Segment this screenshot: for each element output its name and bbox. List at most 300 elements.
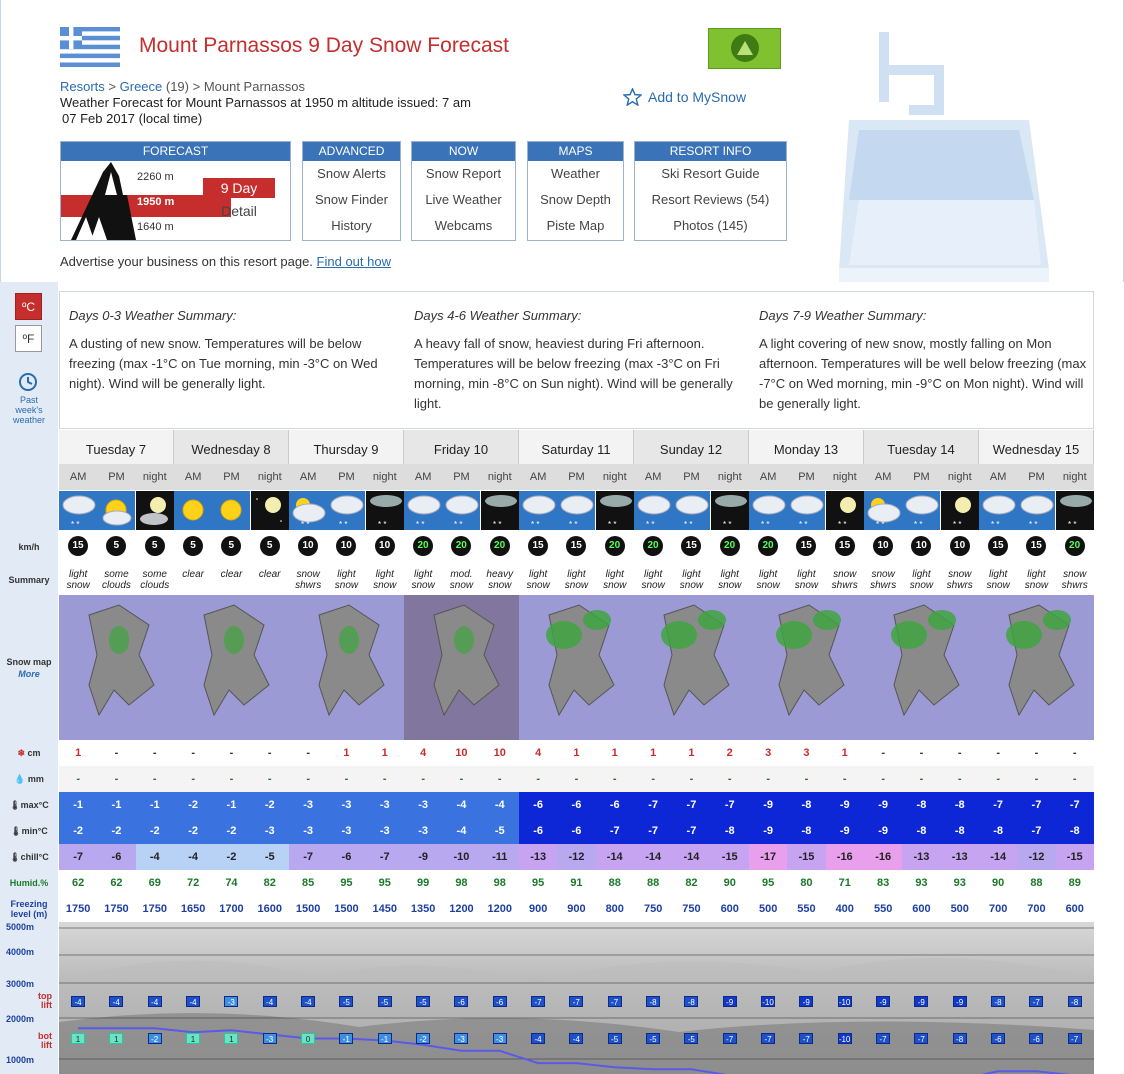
snowmap-more-link[interactable]: More: [18, 669, 40, 679]
now-box: NOW Snow Report Live Weather Webcams: [411, 141, 516, 241]
snow-cm-cell: 3: [787, 740, 825, 766]
top-lift-temp: -4: [148, 996, 162, 1007]
photos-link[interactable]: Photos (145): [673, 218, 748, 233]
weather-summary: [902, 569, 940, 591]
resort-info-box: RESORT INFO Ski Resort Guide Resort Reviews (54) Photos (145): [634, 141, 787, 241]
min-temp-cell: -8: [787, 818, 825, 844]
svg-text:* *: * *: [377, 520, 387, 529]
weather-summary: [672, 569, 710, 591]
rain-mm-cell: -: [596, 766, 634, 792]
summary-line: light: [797, 569, 816, 580]
chill-temp-cell: -13: [902, 844, 940, 870]
svg-text:* *: * *: [991, 520, 1000, 529]
humidity-cell: 72: [174, 870, 212, 896]
weather-summary: [1017, 569, 1055, 591]
max-temp-cell: -3: [366, 792, 404, 818]
snow-cm-cell: -: [212, 740, 250, 766]
min-temp-cell: -6: [519, 818, 557, 844]
wind-speed: 10: [873, 536, 893, 556]
bot-lift-temp: -3: [493, 1033, 507, 1044]
star-outline-icon: [623, 88, 642, 106]
clock-icon[interactable]: [18, 372, 38, 392]
summary-line: snow: [679, 580, 704, 591]
period-label: PM: [902, 464, 940, 490]
snow-cm-cell: 4: [519, 740, 557, 766]
summary-line: clear: [258, 569, 281, 580]
top-lift-temp: -7: [1029, 996, 1043, 1007]
bot-lift-temp: -3: [263, 1033, 277, 1044]
freezing-level-cell: 500: [941, 896, 979, 922]
summary-line: light: [1027, 569, 1046, 580]
bot-lift-temp: -4: [569, 1033, 583, 1044]
snow-cm-cell: -: [251, 740, 289, 766]
snow-cm-cell: -: [97, 740, 135, 766]
page-title: Mount Parnassos 9 Day Snow Forecast: [139, 34, 510, 57]
chill-temp-cell: -12: [557, 844, 595, 870]
min-temp-cell: -8: [941, 818, 979, 844]
day-header: Tuesday 7: [59, 430, 174, 464]
summary-line: light: [337, 569, 356, 580]
bot-lift-temp: -8: [953, 1033, 967, 1044]
freezing-level-cell: 1200: [442, 896, 480, 922]
rain-mm-cell: -: [826, 766, 864, 792]
humidity-cell: 93: [941, 870, 979, 896]
breadcrumb-country[interactable]: Greece: [119, 79, 163, 94]
summary-line: shwrs: [1061, 580, 1088, 591]
chill-temp-cell: -12: [1017, 844, 1055, 870]
summary-line: snow: [411, 580, 435, 591]
piste-map-link[interactable]: Piste Map: [546, 218, 605, 233]
top-lift-temp: -9: [914, 996, 928, 1007]
sun-icon: [212, 491, 250, 530]
summary-line: snow: [909, 580, 934, 591]
issued-text: Weather Forecast for Mount Parnassos at 1950 m altitude issued: 7 am 07 Feb 2017 (local time): [60, 95, 471, 126]
chill-temp-cell: -14: [979, 844, 1017, 870]
wind-speed: 20: [490, 536, 510, 556]
max-temp-cell: -2: [174, 792, 212, 818]
summary-line: light: [567, 569, 586, 580]
breadcrumb-resorts[interactable]: Resorts: [60, 79, 105, 94]
weather-summary-panel: [59, 291, 1094, 429]
rain-mm-cell: -: [174, 766, 212, 792]
weather-summary: [366, 569, 404, 591]
max-temp-cell: -2: [251, 792, 289, 818]
period-label: night: [941, 464, 979, 490]
chill-temp-cell: -11: [481, 844, 519, 870]
snow-map-thumbnail[interactable]: [749, 595, 864, 740]
bot-lift-temp: -7: [876, 1033, 890, 1044]
bot-lift-label: bot lift: [38, 1031, 52, 1050]
summary-line: light: [988, 569, 1008, 580]
maps-box: MAPS Weather Snow Depth Piste Map: [527, 141, 624, 241]
max-temp-label: 🌡max°C: [9, 800, 49, 810]
min-temp-cell: -9: [826, 818, 864, 844]
freezing-level-cell: 700: [979, 896, 1017, 922]
summary-line: light: [912, 569, 931, 580]
past-weather-link[interactable]: Past week's weather: [12, 395, 46, 425]
night-snow-icon: [596, 491, 634, 530]
freezing-level-cell: 600: [902, 896, 940, 922]
humidity-cell: 62: [97, 870, 135, 896]
humidity-cell: 88: [1017, 870, 1055, 896]
alt-5000: 5000m: [6, 922, 35, 932]
resort-reviews-link[interactable]: Resort Reviews (54): [651, 192, 770, 207]
humidity-cell: 95: [327, 870, 365, 896]
humidity-cell: 90: [979, 870, 1017, 896]
chill-temp-cell: -14: [634, 844, 672, 870]
rain-mm-cell: -: [672, 766, 710, 792]
rain-mm-cell: -: [366, 766, 404, 792]
period-label: AM: [634, 464, 672, 490]
wind-speed: 10: [911, 536, 931, 556]
humidity-cell: 74: [212, 870, 250, 896]
chill-temp-cell: -15: [1056, 844, 1094, 870]
top-lift-temp: -9: [723, 996, 737, 1007]
snow-cm-cell: 10: [442, 740, 480, 766]
wind-speed: 10: [336, 536, 356, 556]
bot-lift-temp: -3: [454, 1033, 468, 1044]
sponsor-logo[interactable]: [708, 28, 781, 69]
period-label: AM: [519, 464, 557, 490]
freezing-level-cell: 1450: [366, 896, 404, 922]
weather-summary: [251, 569, 289, 580]
max-temp-cell: -9: [749, 792, 787, 818]
weather-summary: [634, 569, 672, 591]
min-temp-cell: -8: [711, 818, 749, 844]
weather-map-link[interactable]: Weather: [551, 166, 600, 181]
max-temp-cell: -4: [481, 792, 519, 818]
period-label: PM: [97, 464, 135, 490]
freezing-level-cell: 750: [672, 896, 710, 922]
top-lift-temp: -4: [301, 996, 315, 1007]
summary-line: snow: [66, 580, 90, 591]
humidity-cell: 88: [634, 870, 672, 896]
weather-summary: [1056, 569, 1094, 591]
snow-cm-cell: -: [1056, 740, 1094, 766]
max-temp-cell: -8: [941, 792, 979, 818]
humidity-cell: 95: [366, 870, 404, 896]
summary-line: snow: [986, 580, 1010, 591]
snow-map-thumbnail[interactable]: [289, 595, 404, 740]
snow-cm-cell: 2: [711, 740, 749, 766]
bot-lift-temp: -4: [531, 1033, 545, 1044]
wind-speed: 5: [260, 536, 280, 556]
summary-line: snow: [641, 580, 665, 591]
snow-finder-link[interactable]: Snow Finder: [315, 192, 388, 207]
snow-cm-cell: 4: [404, 740, 442, 766]
chill-temp-cell: -6: [327, 844, 365, 870]
chill-temp-cell: -2: [212, 844, 250, 870]
breadcrumb-resort: Mount Parnassos: [203, 79, 305, 94]
svg-text:* *: * *: [914, 520, 923, 529]
history-link[interactable]: History: [331, 218, 372, 233]
sun-icon: [174, 491, 212, 530]
min-temp-cell: -2: [97, 818, 135, 844]
snow-report-link[interactable]: Snow Report: [425, 166, 502, 181]
summary-line: snow: [603, 580, 627, 591]
chill-temp-cell: -6: [97, 844, 135, 870]
min-temp-cell: -3: [327, 818, 365, 844]
summary-line: light: [375, 569, 394, 580]
summary-line: clear: [220, 569, 243, 580]
humidity-label: Humid.%: [9, 878, 49, 888]
rain-mm-cell: -: [404, 766, 442, 792]
weather-summary: [787, 569, 825, 591]
humidity-cell: 90: [711, 870, 749, 896]
rain-mm-cell: -: [1056, 766, 1094, 792]
chill-temp-cell: -16: [864, 844, 902, 870]
summary-line: snow: [948, 569, 972, 580]
max-temp-cell: -4: [442, 792, 480, 818]
summary-line: snow: [373, 580, 397, 591]
top-lift-temp: -8: [1068, 996, 1082, 1007]
snow-cm-cell: -: [979, 740, 1017, 766]
period-label: PM: [787, 464, 825, 490]
top-lift-temp: -7: [531, 996, 545, 1007]
summary-line: light: [682, 569, 701, 580]
greece-flag-icon: [60, 27, 120, 67]
max-temp-cell: -6: [557, 792, 595, 818]
humidity-cell: 71: [826, 870, 864, 896]
rain-mm-label: 💧 mm: [14, 774, 44, 784]
live-weather-link[interactable]: Live Weather: [425, 192, 502, 207]
top-lift-temp: -8: [684, 996, 698, 1007]
max-temp-cell: -3: [289, 792, 327, 818]
summary-line: snow: [1024, 580, 1049, 591]
bot-lift-temp: 1: [224, 1033, 238, 1044]
top-lift-temp: -5: [416, 996, 430, 1007]
freezing-level-cell: 900: [519, 896, 557, 922]
top-lift-temp: -4: [263, 996, 277, 1007]
svg-text:* *: * *: [71, 520, 80, 529]
rain-mm-cell: -: [327, 766, 365, 792]
freezing-level-cell: 1350: [404, 896, 442, 922]
snow-cm-cell: -: [864, 740, 902, 766]
weather-summary: [327, 569, 365, 591]
webcams-link[interactable]: Webcams: [434, 218, 493, 233]
min-temp-cell: -7: [634, 818, 672, 844]
rain-mm-cell: -: [442, 766, 480, 792]
top-lift-temp: -10: [838, 998, 851, 1007]
weather-summary: [481, 569, 519, 591]
summary-line: snow: [564, 580, 589, 591]
max-temp-cell: -6: [519, 792, 557, 818]
weather-summary: [97, 569, 135, 591]
top-lift-temp: -7: [608, 996, 622, 1007]
rain-mm-cell: -: [481, 766, 519, 792]
ski-resort-guide-link[interactable]: Ski Resort Guide: [661, 166, 760, 181]
snow-cloud-icon: [979, 491, 1017, 530]
wind-speed: 10: [298, 536, 318, 556]
min-temp-cell: -3: [404, 818, 442, 844]
thermometer-icon: 🌡: [10, 826, 22, 836]
weather-summary: [557, 569, 595, 591]
humidity-cell: 80: [787, 870, 825, 896]
snow-cm-cell: 1: [634, 740, 672, 766]
chill-temp-cell: -17: [749, 844, 787, 870]
snow-cloud-icon: [902, 491, 940, 530]
weather-summary: [136, 569, 174, 591]
snow-map-thumbnail[interactable]: [404, 595, 519, 740]
freezing-label: Freezing level (m): [10, 899, 48, 919]
elevation-top[interactable]: 2260 m: [137, 171, 174, 183]
freezing-level-cell: 900: [557, 896, 595, 922]
snow-map-thumbnail[interactable]: [634, 595, 749, 740]
snow-cloud-icon: [787, 491, 825, 530]
elevation-bot[interactable]: 1640 m: [137, 221, 174, 233]
summary-line: light: [413, 569, 433, 580]
bot-lift-temp: -2: [416, 1033, 430, 1044]
chill-temp-cell: -13: [519, 844, 557, 870]
wind-speed: 15: [68, 536, 88, 556]
snow-alerts-link[interactable]: Snow Alerts: [317, 166, 386, 181]
bot-lift-temp: 1: [186, 1033, 200, 1044]
wind-speed: 15: [835, 536, 855, 556]
snow-map-thumbnail[interactable]: [519, 595, 634, 740]
bot-lift-temp: 0: [301, 1033, 315, 1044]
top-lift-temp: -8: [991, 996, 1005, 1007]
max-temp-cell: -8: [902, 792, 940, 818]
bot-lift-temp: -7: [723, 1033, 737, 1044]
rain-mm-cell: -: [557, 766, 595, 792]
bot-lift-temp: -7: [761, 1033, 775, 1044]
period-label: night: [251, 464, 289, 490]
chill-temp-cell: -4: [174, 844, 212, 870]
snow-map-thumbnail[interactable]: [864, 595, 979, 740]
snow-map-thumbnail[interactable]: [59, 595, 174, 740]
top-lift-temp: -4: [71, 996, 85, 1007]
alt-4000: 4000m: [6, 947, 35, 957]
svg-text:* *: * *: [454, 520, 463, 529]
freezing-level-cell: 500: [749, 896, 787, 922]
wind-speed: 15: [796, 536, 816, 556]
max-temp-cell: -3: [327, 792, 365, 818]
min-temp-cell: -3: [289, 818, 327, 844]
freezing-level-cell: 800: [596, 896, 634, 922]
summary-days-4-6: Days 4-6 Weather Summary: A heavy fall of snow, heaviest during Fri afternoon. Temperatures will be below freezing (max -3°C on Fri morning, min -8°C on Sun night). Wind will be generally light.: [414, 308, 733, 411]
summary-days-7-9: Days 7-9 Weather Summary: A light covering of new snow, mostly falling on Mon afternoon. Temperatures will be well below freezing (max -7°C on Wed morning, min -9°C on Mon night). Wind will be generally light.: [759, 308, 1087, 411]
weather-summary: [174, 569, 212, 580]
humidity-cell: 93: [902, 870, 940, 896]
humidity-cell: 82: [251, 870, 289, 896]
snow-map-thumbnail[interactable]: [174, 595, 289, 740]
weather-summary: [519, 569, 557, 591]
bot-lift-temp: -6: [991, 1033, 1005, 1044]
humidity-cell: 69: [136, 870, 174, 896]
snow-cloud-icon: [634, 491, 672, 530]
summary-line: some: [104, 569, 129, 580]
advanced-box: ADVANCED Snow Alerts Snow Finder History: [302, 141, 401, 241]
elevation-mid[interactable]: 1950 m: [137, 196, 175, 208]
summary-line: shwrs: [870, 580, 897, 591]
celsius-toggle[interactable]: ºC: [15, 293, 42, 320]
rain-mm-cell: -: [787, 766, 825, 792]
summary-line: clouds: [140, 580, 170, 591]
snow-cm-cell: 1: [672, 740, 710, 766]
thermometer-icon: 🌡: [9, 800, 21, 810]
top-lift-temp: -9: [876, 996, 890, 1007]
min-temp-cell: -2: [174, 818, 212, 844]
snow-cm-cell: -: [174, 740, 212, 766]
summary-line: clouds: [101, 580, 131, 591]
min-temp-cell: -7: [672, 818, 710, 844]
top-lift-temp: -5: [339, 996, 353, 1007]
period-label: night: [596, 464, 634, 490]
snow-depth-link[interactable]: Snow Depth: [540, 192, 611, 207]
period-label: AM: [174, 464, 212, 490]
top-lift-temp: -6: [493, 996, 507, 1007]
advertise-link[interactable]: Find out how: [316, 254, 391, 269]
svg-text:* *: * *: [646, 520, 655, 529]
min-temp-label: 🌡min°C: [10, 826, 48, 836]
min-temp-cell: -3: [251, 818, 289, 844]
min-temp-cell: -3: [366, 818, 404, 844]
bot-lift-temp: -1: [339, 1033, 353, 1044]
day-header: Thursday 9: [289, 430, 404, 464]
snow-cm-cell: 1: [327, 740, 365, 766]
detail-link[interactable]: Detail: [221, 203, 257, 219]
add-to-mysnow-link[interactable]: Add to MySnow: [623, 88, 746, 106]
summary-line: snow: [794, 580, 819, 591]
humidity-cell: 95: [749, 870, 787, 896]
freezing-level-cell: 550: [864, 896, 902, 922]
fahrenheit-toggle[interactable]: ºF: [15, 325, 42, 352]
svg-text:* *: * *: [531, 520, 540, 529]
wind-speed: 20: [643, 536, 663, 556]
svg-text:* *: * *: [722, 520, 732, 529]
day-header: Wednesday 8: [174, 430, 289, 464]
rain-mm-cell: -: [749, 766, 787, 792]
snow-map-thumbnail[interactable]: [979, 595, 1094, 740]
min-temp-cell: -7: [596, 818, 634, 844]
moon-snow-icon: [826, 491, 864, 530]
svg-text:* *: * *: [837, 520, 847, 529]
rain-mm-cell: -: [212, 766, 250, 792]
summary-line: snow: [488, 580, 512, 591]
summary-line: snow: [449, 580, 474, 591]
chill-temp-cell: -7: [366, 844, 404, 870]
freezing-level-cell: 1500: [289, 896, 327, 922]
svg-text:* *: * *: [684, 520, 693, 529]
min-temp-cell: -8: [979, 818, 1017, 844]
alt-3000: 3000m: [6, 979, 35, 989]
rain-mm-cell: -: [136, 766, 174, 792]
snow-cm-label: ❄ cm: [17, 748, 41, 758]
summary-line: light: [643, 569, 663, 580]
min-temp-cell: -7: [1017, 818, 1055, 844]
summary-line: snow: [296, 569, 320, 580]
max-temp-cell: -6: [596, 792, 634, 818]
day-header: Sunday 12: [634, 430, 749, 464]
top-lift-temp: -4: [186, 996, 200, 1007]
summary-line: snow: [833, 569, 857, 580]
weather-summary: [59, 569, 97, 591]
summary-line: snow: [756, 580, 780, 591]
min-temp-cell: -8: [1056, 818, 1094, 844]
chill-temp-cell: -4: [136, 844, 174, 870]
wind-speed: 20: [605, 536, 625, 556]
snow-cm-cell: 1: [596, 740, 634, 766]
chill-temp-cell: -10: [442, 844, 480, 870]
freezing-level-cell: 400: [826, 896, 864, 922]
bot-lift-temp: -5: [608, 1033, 622, 1044]
nine-day-badge[interactable]: 9 Day: [203, 178, 275, 198]
period-label: night: [1056, 464, 1094, 490]
sun-snow-icon: [864, 491, 902, 530]
humidity-cell: 62: [59, 870, 97, 896]
wind-speed: 15: [528, 536, 548, 556]
wind-speed: 20: [1065, 536, 1085, 556]
